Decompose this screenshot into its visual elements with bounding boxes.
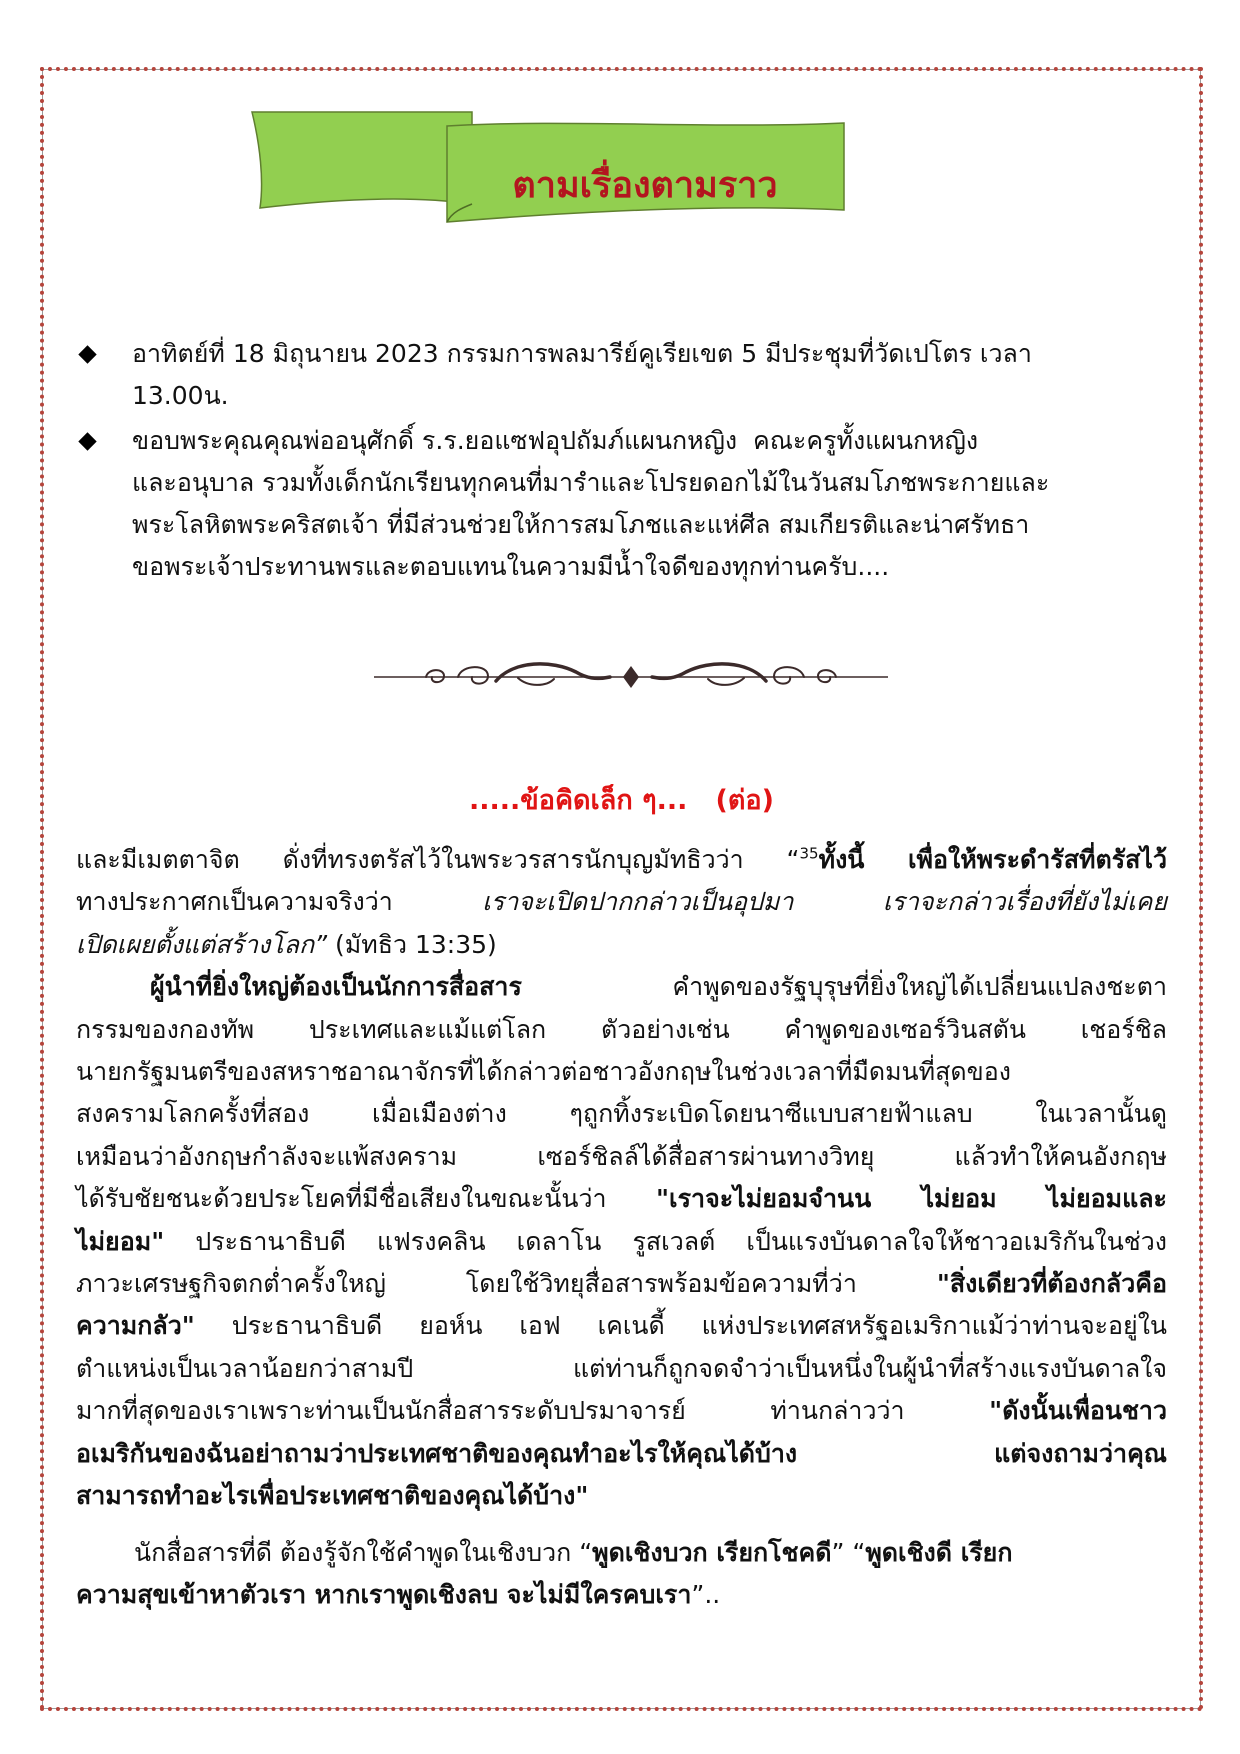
announcement-line: และอนุบาล รวมทั้งเด็กนักเรียนทุกคนที่มารำและโปรยดอกไม้ในวันสมโภชพระกายและ [132,468,1050,497]
text-line [76,1574,1167,1616]
text-segment: ภาวะเศรษฐกิจตกต่ำครั้งใหญ่ โดยใช้วิทยุสื่อสารพร้อมข้อความที่ว่า [76,1269,937,1299]
section-heading: .....ข้อคิดเล็ก ๆ... (ต่อ) [469,785,774,816]
text-line [76,1136,1167,1178]
text-segment: เหมือนว่าอังกฤษกำลังจะแพ้สงคราม เซอร์ชิลล์ได้สื่อสารผ่านทางวิทยุ แล้วทำให้คนอังกฤษ [76,1141,1167,1171]
text-line [76,1532,1167,1574]
text-segment: ตำแหน่งเป็นเวลาน้อยกว่าสามปี แต่ท่านก็ถูกจดจำว่าเป็นหนึ่งในผู้นำที่สร้างแรงบันดาลใจ [76,1353,1167,1383]
flourish-left [426,664,610,685]
announcement-list [132,333,1167,591]
text-line [76,1305,1167,1347]
text-line [76,1051,1167,1093]
text-line [76,1263,1167,1305]
text-line [76,881,1167,923]
announcement-item [132,420,1167,588]
reflection-article [76,839,1167,1616]
text-line [76,1390,1167,1432]
announcement-line: พระโลหิตพระคริสตเจ้า ที่มีส่วนช่วยให้การสมโภชและแห่ศีล สมเกียรติและน่าศรัทธา [132,510,1030,539]
bold-phrase: ความสุขเข้าหาตัวเรา หากเราพูดเชิงลบ จะไม่มีใครคบเรา [76,1579,692,1609]
title-banner [240,100,860,235]
flourish-divider-icon [374,656,888,696]
bold-phrase: ทั้งนี้ เพื่อให้พระดำรัสที่ตรัสไว้ [818,845,1167,874]
text-segment: สงครามโลกครั้งที่สอง เมื่อเมืองต่าง ๆถูกทิ้งระเบิดโดยนาซีแบบสายฟ้าแลบ ในเวลานั้นดู [76,1099,1167,1129]
bold-phrase: พูดเชิงบวก เรียกโชคดี [592,1537,832,1567]
text-segment: คำพูดของรัฐบุรุษที่ยิ่งใหญ่ได้เปลี่ยนแปลงชะตา [521,972,1167,1002]
bold-phrase: "สิ่งเดียวที่ต้องกลัวคือ [936,1269,1167,1299]
text-segment: กรรมของกองทัพ ประเทศและแม้แต่โลก ตัวอย่างเช่น คำพูดของเซอร์วินสตัน เชอร์ชิล [76,1014,1167,1044]
bold-phrase: "ดังนั้นเพื่อนชาว [989,1396,1167,1426]
text-segment: มากที่สุดของเราเพราะท่านเป็นนักสื่อสารระดับปรมาจารย์ ท่านกล่าวว่า [76,1396,990,1426]
bold-phrase: อเมริกันของฉันอย่าถามว่าประเทศชาติของคุณทำอะไรให้คุณได้บ้าง แต่จงถามว่าคุณ [76,1438,1167,1468]
announcement-line: 13.00น. [132,381,229,410]
announcement-line: ขอพระเจ้าประทานพรและตอบแทนในความมีน้ำใจดีของทุกท่านครับ.... [132,552,890,581]
text-line [76,1178,1167,1220]
diamond-bullet-icon [76,420,98,462]
text-segment: ประธานาธิบดี แฟรงคลิน เดลาโน รูสเวลต์ เป็นแรงบันดาลใจให้ชาวอเมริกันในช่วง [164,1226,1167,1256]
bold-phrase: ความกลัว" [76,1311,195,1341]
announcement-item [132,333,1167,417]
bold-phrase: พูดเชิงดี เรียก [865,1537,1013,1567]
paragraph [76,966,1167,1517]
text-line [76,966,1167,1008]
bold-phrase: ผู้นำที่ยิ่งใหญ่ต้องเป็นนักการสื่อสาร [150,972,522,1002]
bold-phrase: สามารถทำอะไรเพื่อประเทศชาติของคุณได้บ้าง" [76,1481,589,1511]
text-segment: นักสื่อสารที่ดี ต้องรู้จักใช้คำพูดในเชิงบวก “ [134,1537,593,1567]
text-segment: ประธานาธิบดี ยอห์น เอฟ เคเนดี้ แห่งประเทศสหรัฐอเมริกาแม้ว่าท่านจะอยู่ใน [194,1311,1167,1341]
text-segment: นายกรัฐมนตรีของสหราชอาณาจักรที่ได้กล่าวต่อชาวอังกฤษในช่วงเวลาที่มืดมนที่สุดของ [76,1057,1011,1087]
flourish-right [652,664,836,685]
text-line [76,1348,1167,1390]
paragraph [76,1532,1167,1617]
paragraph [76,839,1167,966]
center-diamond [623,666,639,688]
text-line [76,1009,1167,1051]
text-line [76,1093,1167,1135]
italic-quote: เราจะเปิดปากกล่าวเป็นอุปมา เราจะกล่าวเรื่องที่ยังไม่เคย [482,887,1167,917]
announcement-line: อาทิตย์ที่ 18 มิถุนายน 2023 กรรมการพลมารีย์คูเรียเขต 5 มีประชุมที่วัดเปโตร เวลา [132,339,1032,368]
bold-phrase: "เราจะไม่ยอมจำนน ไม่ยอม ไม่ยอมและ [656,1184,1167,1214]
bold-phrase: ไม่ยอม" [76,1226,165,1256]
announcement-line: ขอบพระคุณคุณพ่ออนุศักดิ์ ร.ร.ยอแซฟอุปถัมภ์แผนกหญิง คณะครูทั้งแผนกหญิง [132,426,979,455]
text-segment: ได้รับชัยชนะด้วยประโยคที่มีชื่อเสียงในขณะนั้นว่า [76,1184,657,1214]
text-line [76,924,1167,966]
text-segment: ”.. [691,1579,721,1609]
scripture-reference: (มัทธิว 13:35) [327,929,497,959]
verse-number: 35 [799,844,819,863]
italic-quote: เปิดเผยตั้งแต่สร้างโลก” [76,929,328,959]
diamond-bullet-icon [76,333,98,375]
text-line [76,1221,1167,1263]
text-line [76,1433,1167,1475]
text-line [76,839,1167,881]
text-segment: และมีเมตตาจิต ดั่งที่ทรงตรัสไว้ในพระวรสารนักบุญมัทธิวว่า “ [76,845,800,874]
text-segment: ทางประกาศกเป็นความจริงว่า [76,887,483,917]
text-line [76,1475,1167,1517]
text-segment: ” “ [831,1537,866,1567]
page-title: ตามเรื่องตามราว [512,163,778,206]
ribbon-tail [252,112,472,208]
